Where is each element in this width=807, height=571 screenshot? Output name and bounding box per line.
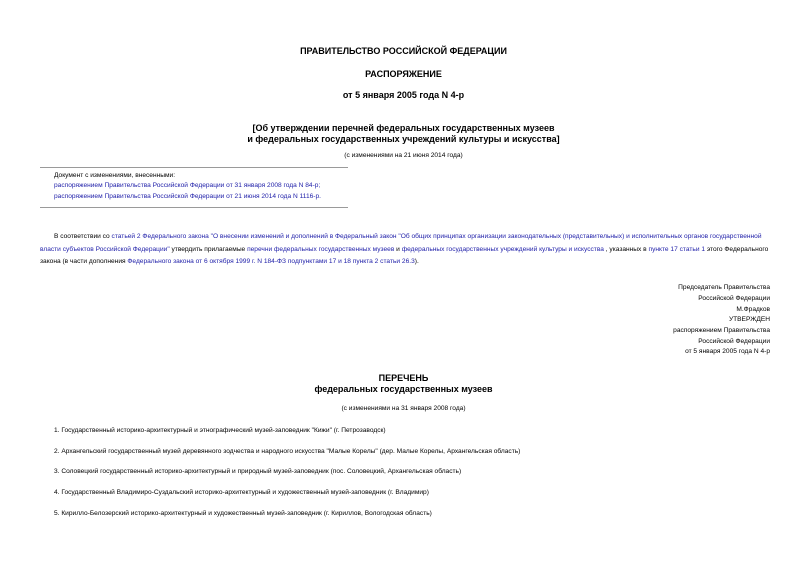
doc-type-heading: РАСПОРЯЖЕНИЕ <box>365 69 442 79</box>
list-item: 1. Государственный историко-архитектурный и этнографический музей-заповедник "Кижи" (г. Петрозаводск) <box>54 427 386 434</box>
approval-line-3: Российской Федерации <box>698 338 770 345</box>
list-item: 5. Кирилло-Белозерский историко-архитектурный и художественный музей-заповедник (г. Кириллов, Вологодская область) <box>54 510 432 517</box>
doc-title-line-1: [Об утверждении перечней федеральных государственных музеев <box>252 123 555 133</box>
paragraph-text: , указанных в <box>603 245 649 253</box>
list-title-line-1: ПЕРЕЧЕНЬ <box>378 373 429 383</box>
approval-line-2: распоряжением Правительства <box>673 327 770 334</box>
list-item: 3. Соловецкий государственный историко-архитектурный и природный музей-заповедник (пос. Соловецкий, Архангельская область) <box>54 468 462 475</box>
amendments-heading: Документ с изменениями, внесенными: <box>54 172 176 179</box>
paragraph-text: этого Федерального закона (в части дополнения <box>40 245 769 265</box>
amendments-bottom-rule <box>40 207 348 208</box>
paragraph-text: В соответствии со <box>54 233 112 240</box>
institutions-list-link[interactable]: федеральных государственных учреждений культуры и искусства <box>401 245 604 253</box>
paragraph-text: утвердить прилагаемые <box>169 245 248 253</box>
museums-list-link[interactable]: перечни федеральных государственных музеев <box>247 245 395 253</box>
government-heading: ПРАВИТЕЛЬСТВО РОССИЙСКОЙ ФЕДЕРАЦИИ <box>300 46 507 56</box>
signature-line-2: Российской Федерации <box>698 295 770 302</box>
paragraph-text: ). <box>414 258 419 265</box>
list-item: 2. Архангельский государственный музей деревянного зодчества и народного искусства "Малые Корелы" (дер. Малые Корелы, Архангельская область) <box>54 448 521 455</box>
amendment-link-2[interactable]: распоряжением Правительства Российской Федерации от 21 июня 2014 года N 1116-р. <box>54 193 321 200</box>
federal-law-link[interactable]: Федерального закона от 6 октября 1999 г. N 184-ФЗ подпунктами 17 и 18 пункта 2 статьи 26.3 <box>127 258 415 265</box>
amendment-link-1[interactable]: распоряжением Правительства Российской Федерации от 31 января 2008 года N 84-р; <box>54 182 321 189</box>
signature-name: М.Фрадков <box>736 306 770 313</box>
doc-title-line-2: и федеральных государственных учреждений культуры и искусства] <box>247 134 560 144</box>
approval-line-1: УТВЕРЖДЕН <box>728 316 770 323</box>
main-paragraph <box>40 231 770 269</box>
law-article-link[interactable]: статьей 2 Федерального закона "О внесении изменений и дополнений в Федеральный закон "Об общих принципах организации законодательных (представительных) и исполнительных органов государственной власти субъектов Российской Федерации" <box>40 233 762 253</box>
list-changes-note: (с изменениями на 31 января 2008 года) <box>341 405 466 412</box>
list-title-line-2: федеральных государственных музеев <box>314 384 493 394</box>
signature-line-1: Председатель Правительства <box>678 284 770 291</box>
paragraph-text: и <box>394 245 402 253</box>
approval-line-4: от 5 января 2005 года N 4-р <box>685 348 770 355</box>
changes-note: (с изменениями на 21 июня 2014 года) <box>344 152 463 159</box>
list-item: 4. Государственный Владимиро-Суздальский историко-архитектурный и художественный музей-заповедник (г. Владимир) <box>54 489 429 496</box>
article-point-link[interactable]: пункте 17 статьи 1 <box>648 245 705 253</box>
amendments-top-rule <box>40 167 348 168</box>
doc-date-number: от 5 января 2005 года N 4-р <box>342 90 465 100</box>
